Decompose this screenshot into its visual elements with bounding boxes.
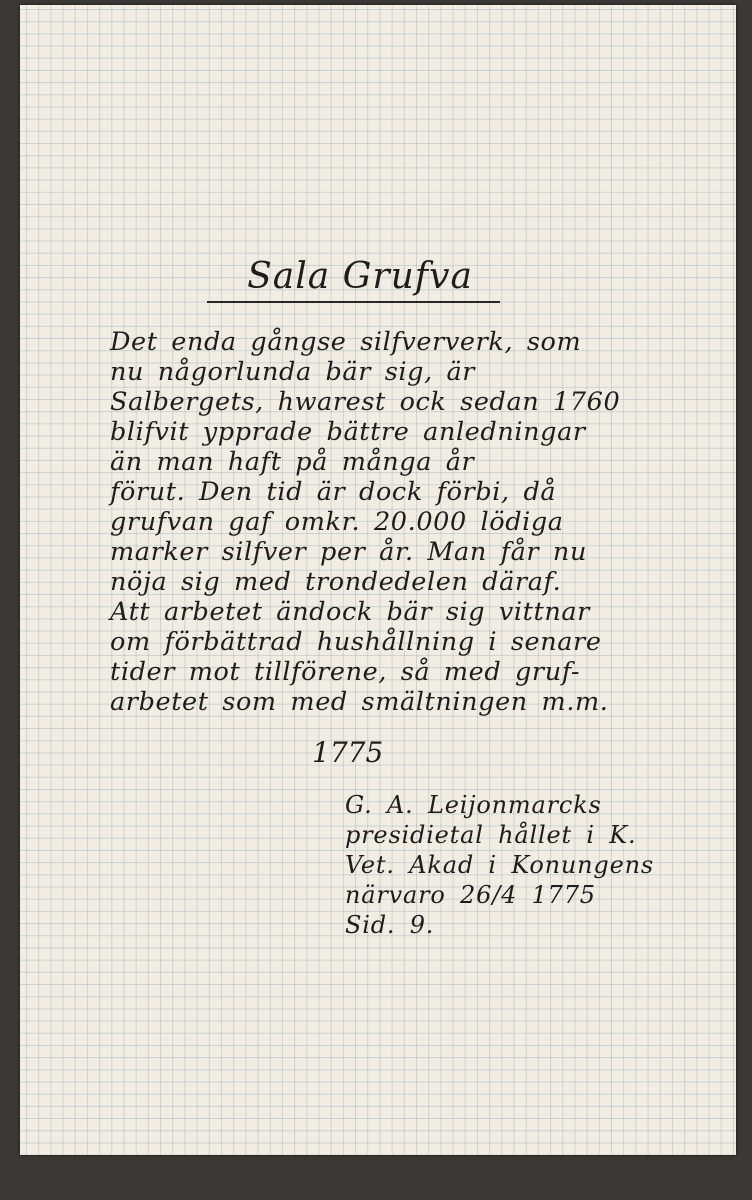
citation-line: Vet. Akad i Konungens — [345, 851, 654, 879]
year-note: 1775 — [312, 736, 384, 769]
citation-line: G. A. Leijonmarcks — [345, 791, 602, 819]
body-line: än man haft på många år — [110, 447, 475, 477]
citation-line: närvaro 26/4 1775 — [345, 881, 596, 909]
body-line: arbetet som med smältningen m.m. — [110, 687, 609, 717]
body-line: marker silfver per år. Man får nu — [110, 537, 587, 567]
citation-line: presidietal hållet i K. — [345, 821, 637, 849]
body-line: nöja sig med trondedelen däraf. — [110, 567, 562, 597]
body-line: tider mot tillförene, så med gruf- — [110, 657, 581, 687]
body-line: om förbättrad hushållning i senare — [110, 627, 602, 657]
citation-line: Sid. 9. — [345, 911, 435, 939]
body-line: Att arbetet ändock bär sig vittnar — [110, 597, 590, 627]
body-text — [110, 327, 730, 717]
body-line: Det enda gångse silfververk, som — [110, 327, 582, 357]
title-underline — [207, 301, 500, 303]
manuscript-page — [20, 5, 736, 1155]
body-line: nu någorlunda bär sig, är — [110, 357, 476, 387]
page-title: Sala Grufva — [247, 256, 473, 297]
body-line: grufvan gaf omkr. 20.000 lödiga — [110, 507, 564, 537]
body-line: Salbergets, hwarest ock sedan 1760 — [110, 387, 621, 417]
body-line: förut. Den tid är dock förbi, då — [110, 477, 557, 507]
body-line: blifvit ypprade bättre anledningar — [110, 417, 586, 447]
source-citation — [345, 790, 725, 940]
